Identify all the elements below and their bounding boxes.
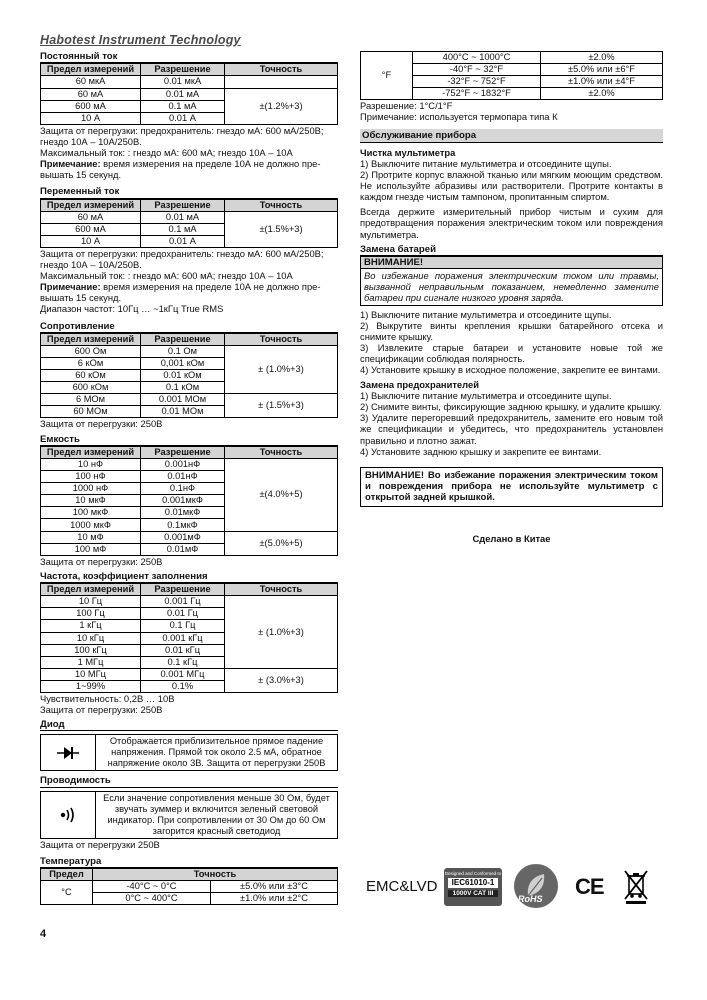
- note-body: время измерения на пределе 10А не должно пре-: [100, 158, 321, 170]
- resolution-cell: 0.1 мА: [141, 223, 225, 235]
- certification-logos: [360, 862, 663, 912]
- table-row: [41, 76, 338, 88]
- range-cell: 60 мА: [41, 211, 141, 223]
- section-title-ac-current: Переменный ток: [40, 186, 338, 198]
- diode-icon: [41, 735, 96, 770]
- ce-mark: CE: [575, 874, 604, 899]
- cleaning-step: 1) Выключите питание мультиметра и отсоедините щупы.: [360, 157, 612, 169]
- brand-header: Habotest Instrument Technology: [40, 33, 241, 47]
- col-header: Предел измерений: [41, 64, 141, 76]
- battery-step: 1) Выключите питание мультиметра и отсоедините щупы.: [360, 308, 612, 320]
- resolution-cell: 0.1 Ом: [141, 345, 225, 357]
- range-cell: 60 МОм: [41, 406, 141, 418]
- dc-current-table: [40, 63, 338, 124]
- accuracy-cell: ±1.0% или ±4°F: [541, 76, 663, 88]
- table-row: [41, 458, 338, 470]
- battery-warning-box: [360, 256, 663, 306]
- resolution-cell: 0.01 мкА: [141, 76, 225, 88]
- note-label: Примечание:: [40, 158, 101, 170]
- table-header-row: [41, 333, 338, 345]
- range-cell: 600 Ом: [41, 345, 141, 357]
- col-header: Разрешение: [141, 446, 225, 458]
- open-cover-warning: ВНИМАНИЕ! Во избежание поражения электрическим током и повреждения прибора не используйте мультиметр с открытой задней крышкой.: [360, 467, 663, 507]
- resolution-cell: 0.001 МГц: [141, 668, 225, 680]
- range-cell: 1 кГц: [41, 620, 141, 632]
- col-header: Точность: [225, 333, 338, 345]
- emc-lvd-mark: EMC&LVD: [366, 878, 438, 895]
- table-header-row: [41, 64, 338, 76]
- battery-step: 4) Установите крышку в исходное положение, закрепите ее винтами.: [360, 364, 661, 375]
- protection-text: Защита от перегрузки 250В: [40, 838, 160, 850]
- table-row: [41, 531, 338, 543]
- range-cell: 1000 мкФ: [41, 519, 141, 531]
- note-text: Защита от перегрузки: предохранитель: гнездо мА: 600 мА/250В;: [40, 124, 324, 136]
- table-row: [41, 211, 338, 223]
- resolution-cell: 0.1мкФ: [141, 519, 225, 531]
- range-cell: 400°C ~ 1000°C: [413, 52, 541, 64]
- resolution-cell: 0.01 А: [141, 235, 225, 247]
- iec-standard: IEC61010-1: [448, 878, 498, 887]
- range-cell: 10 МГц: [41, 668, 141, 680]
- accuracy-cell: ±2.0%: [541, 52, 663, 64]
- accuracy-cell: ± (3.0%+3): [225, 668, 338, 692]
- table-row: [41, 88, 338, 100]
- resolution-cell: 0.001 кГц: [141, 632, 225, 644]
- col-header: Разрешение: [141, 64, 225, 76]
- temperature-table-c: [40, 868, 338, 905]
- col-header: Предел: [41, 868, 93, 880]
- section-title-diode: Диод: [40, 719, 338, 731]
- buzzer-icon: [41, 792, 96, 838]
- note-text: Максимальный ток: : гнездо мА: 600 мА; гнездо 10А – 10А: [40, 270, 293, 282]
- col-header: Точность: [225, 64, 338, 76]
- accuracy-cell: ±(1.2%+3): [225, 88, 338, 124]
- note-text: Защита от перегрузки: предохранитель: гнездо мА: 600 мА/250В;: [40, 247, 324, 259]
- unit-cell: °C: [41, 881, 93, 905]
- resolution-cell: 0.001мкФ: [141, 495, 225, 507]
- ac-current-table: [40, 199, 338, 248]
- note-label: Примечание:: [40, 281, 101, 293]
- rohs-text: RoHS: [518, 894, 543, 904]
- made-in-text: Сделано в Китае: [472, 532, 551, 544]
- range-cell: 0°C ~ 400°C: [93, 893, 211, 905]
- range-cell: 1 МГц: [41, 656, 141, 668]
- resolution-cell: 0.1%: [141, 680, 225, 692]
- accuracy-cell: ±1.0% или ±2°C: [211, 893, 338, 905]
- resolution-cell: 0.001 Гц: [141, 596, 225, 608]
- resolution-cell: 0.1 кОм: [141, 382, 225, 394]
- resolution-cell: 0.1 Гц: [141, 620, 225, 632]
- warning-text: Во избежание поражения электрическим током или травмы, вызванной неправильным показанием, немедленно замените батареи при сигнале низкого уровня заряда.: [364, 270, 659, 304]
- section-title-dc-current: Постоянный ток: [40, 51, 338, 63]
- accuracy-cell: ± (1.5%+3): [225, 394, 338, 418]
- resolution-cell: 0.01 мА: [141, 88, 225, 100]
- table-row: [41, 596, 338, 608]
- range-cell: 10 А: [41, 112, 141, 124]
- range-cell: -40°C ~ 0°C: [93, 881, 211, 893]
- range-cell: 100 мкФ: [41, 507, 141, 519]
- range-cell: 1000 нФ: [41, 483, 141, 495]
- note-text: гнездо 10А – 10А/250В.: [40, 259, 142, 271]
- protection-text: Защита от перегрузки: 250В: [40, 418, 163, 430]
- note-text: [40, 281, 338, 292]
- col-header: Разрешение: [141, 333, 225, 345]
- fuse-step: 1) Выключите питание мультиметра и отсоедините щупы.: [360, 390, 612, 402]
- col-header: Разрешение: [141, 199, 225, 211]
- resolution-cell: 0,001 кОм: [141, 358, 225, 370]
- range-cell: 10 мФ: [41, 531, 141, 543]
- range-cell: 60 мА: [41, 88, 141, 100]
- range-cell: 1~99%: [41, 680, 141, 692]
- table-row: [41, 668, 338, 680]
- col-header: Предел измерений: [41, 446, 141, 458]
- col-header: Предел измерений: [41, 333, 141, 345]
- resolution-cell: 0.01мФ: [141, 543, 225, 555]
- col-header: Точность: [225, 584, 338, 596]
- section-title-battery: Замена батарей: [360, 244, 663, 256]
- range-cell: 10 Гц: [41, 596, 141, 608]
- resolution-cell: 0.1 кГц: [141, 656, 225, 668]
- diode-box: [40, 734, 338, 771]
- table-row: [41, 345, 338, 357]
- fuse-title: Замена предохранителей: [360, 379, 479, 391]
- battery-step: 2) Выкрутите винты крепления крышки батарейного отсека и снимите крышку.: [360, 319, 663, 342]
- table-header-row: [41, 446, 338, 458]
- sensitivity-text: Чувствительность: 0,2В … 10В: [40, 692, 175, 704]
- resolution-cell: 0.1 мА: [141, 100, 225, 112]
- resolution-cell: 0.01 МОм: [141, 406, 225, 418]
- range-cell: 100 кГц: [41, 644, 141, 656]
- accuracy-cell: ± (1.0%+3): [225, 596, 338, 669]
- note-text: вышать 15 секунд.: [40, 292, 122, 304]
- range-cell: 10 нФ: [41, 458, 141, 470]
- note-text: вышать 15 секунд.: [40, 169, 122, 181]
- section-title-continuity: Проводимость: [40, 775, 338, 787]
- table-row: [41, 881, 338, 893]
- accuracy-cell: [225, 76, 338, 88]
- iec-badge: [444, 868, 502, 906]
- range-cell: 6 кОм: [41, 358, 141, 370]
- resolution-text: Разрешение: 1°C/1°F: [360, 100, 453, 112]
- protection-text: Защита от перегрузки: 250В: [40, 704, 163, 716]
- table-header-row: [41, 868, 338, 880]
- range-cell: -752°F ~ 1832°F: [413, 88, 541, 100]
- section-title-temperature: Температура: [40, 856, 338, 868]
- range-cell: 100 Гц: [41, 608, 141, 620]
- range-cell: -32°F ~ 752°F: [413, 76, 541, 88]
- accuracy-cell: ±2.0%: [541, 88, 663, 100]
- range-cell: 10 кГц: [41, 632, 141, 644]
- temperature-table-cont: [360, 51, 663, 100]
- note-text: гнездо 10А – 10А/250В.: [40, 135, 142, 147]
- resolution-cell: 0.1нФ: [141, 483, 225, 495]
- section-title-frequency: Частота, коэффициент заполнения: [40, 571, 338, 583]
- resolution-cell: 0.01 кОм: [141, 370, 225, 382]
- range-cell: 600 мА: [41, 223, 141, 235]
- resolution-cell: 0.01 Гц: [141, 608, 225, 620]
- resolution-cell: 0.001 МОм: [141, 394, 225, 406]
- capacitance-table: [40, 446, 338, 556]
- table-row: [361, 52, 663, 64]
- resolution-cell: 0.001нФ: [141, 458, 225, 470]
- range-cell: 100 нФ: [41, 471, 141, 483]
- resistance-table: [40, 333, 338, 419]
- section-title-maintenance: Обслуживание прибора: [360, 129, 663, 143]
- table-header-row: [41, 584, 338, 596]
- keep-clean-text: Всегда держите измерительный прибор чистым и сухим для предотвращения поражения электрическим током или повреждения мультиметра.: [360, 206, 663, 240]
- battery-step: 3) Извлеките старые батареи и установите новые той же спецификации соблюдая полярность.: [360, 341, 663, 364]
- frequency-table: [40, 583, 338, 693]
- resolution-cell: 0.01 А: [141, 112, 225, 124]
- note-text: [40, 158, 338, 169]
- resolution-cell: 0.01 кГц: [141, 644, 225, 656]
- fuse-step: 2) Снимите винты, фиксирующие заднюю крышку, и удалите крышку.: [360, 401, 662, 413]
- range-cell: 60 мкА: [41, 76, 141, 88]
- range-cell: 6 МОм: [41, 394, 141, 406]
- warning-label: ВНИМАНИЕ!: [361, 257, 662, 269]
- col-header: Точность: [225, 446, 338, 458]
- accuracy-cell: ±5.0% или ±3°C: [211, 881, 338, 893]
- iec-category: 1000V CAT III: [448, 890, 498, 898]
- col-header: Разрешение: [141, 584, 225, 596]
- rohs-logo: [510, 862, 562, 910]
- table-header-row: [41, 199, 338, 211]
- col-header: Точность: [93, 868, 338, 880]
- continuity-box: [40, 791, 338, 839]
- iec-badge-top: Designed and Conformed to: [444, 871, 502, 876]
- cleaning-step: 2) Протрите корпус влажной тканью или мягким моющим средством. Не используйте абразивы или растворители. Протрите контакты в каждом гнезде чистым тампоном, пропитанным спиртом.: [360, 169, 663, 203]
- resolution-cell: 0.01мкФ: [141, 507, 225, 519]
- accuracy-cell: ±(1.5%+3): [225, 211, 338, 247]
- resolution-cell: 0.01нФ: [141, 471, 225, 483]
- cleaning-title: Чистка мультиметра: [360, 146, 456, 158]
- note-text: Максимальный ток: : гнездо мА: 600 мА; гнездо 10А – 10А: [40, 146, 293, 158]
- fuse-step: 4) Установите заднюю крышку и закрепите ее винтами.: [360, 445, 602, 457]
- accuracy-cell: ± (1.0%+3): [225, 345, 338, 393]
- diode-text: Отображается приблизительное прямое падение напряжения. Прямой ток около 2.5 мА, обратное напряжение около 3В. Защита от перегрузки 250В: [107, 736, 326, 769]
- section-title-capacitance: Емкость: [40, 434, 338, 446]
- section-title-resistance: Сопротивление: [40, 321, 338, 333]
- range-cell: 100 мФ: [41, 543, 141, 555]
- protection-text: Защита от перегрузки: 250В: [40, 555, 163, 567]
- freq-range-text: Диапазон частот: 10Гц … ~1кГц True RMS: [40, 303, 224, 315]
- resolution-cell: 0.001мФ: [141, 531, 225, 543]
- col-header: Предел измерений: [41, 199, 141, 211]
- note-body: время измерения на пределе 10А не должно пре-: [100, 281, 321, 293]
- weee-bin-icon: [622, 868, 650, 907]
- note-text: Примечание: используется термопара типа К: [360, 111, 558, 123]
- accuracy-cell: ±5.0% или ±6°F: [541, 64, 663, 76]
- col-header: Предел измерений: [41, 584, 141, 596]
- unit-cell: °F: [361, 52, 413, 100]
- range-cell: 60 кОм: [41, 370, 141, 382]
- page-number: 4: [40, 928, 47, 940]
- col-header: Точность: [225, 199, 338, 211]
- accuracy-cell: ±(5.0%+5): [225, 531, 338, 555]
- continuity-text: Если значение сопротивления меньше 30 Ом, будет звучать зуммер и включится зеленый световой индикатор. При сопротивлении от 30 Ом до 60 Ом загорится красный светодиод: [103, 792, 330, 836]
- range-cell: -40°F ~ 32°F: [413, 64, 541, 76]
- range-cell: 10 мкФ: [41, 495, 141, 507]
- accuracy-cell: ±(4.0%+5): [225, 458, 338, 531]
- range-cell: 600 мА: [41, 100, 141, 112]
- fuse-step: 3) Удалите перегоревший предохранитель, замените его новым той же спецификации и убедитесь, что предохранитель установлен правильно и плотно зажат.: [360, 412, 663, 446]
- table-row: [41, 394, 338, 406]
- range-cell: 10 А: [41, 235, 141, 247]
- resolution-cell: 0.01 мА: [141, 211, 225, 223]
- range-cell: 600 кОм: [41, 382, 141, 394]
